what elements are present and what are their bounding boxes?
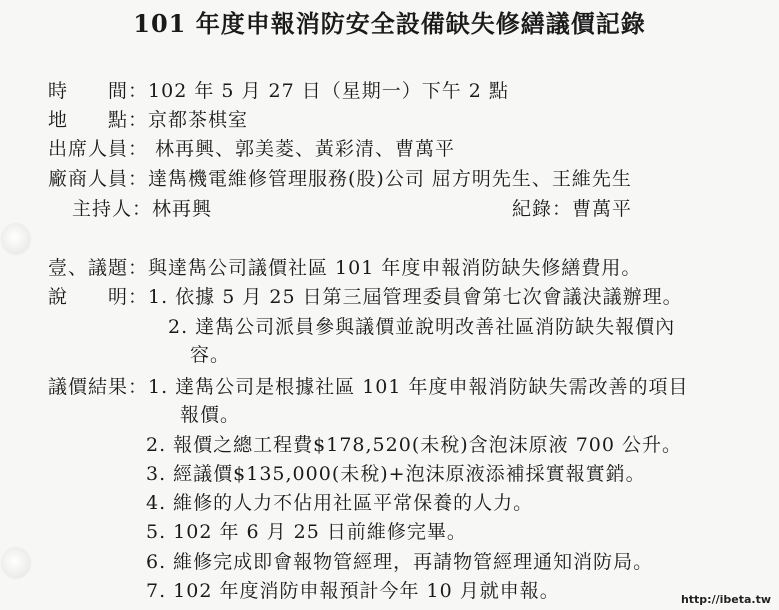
recorder-label: 紀錄： — [512, 198, 573, 220]
host-label: 主持人： — [72, 198, 153, 220]
desc-row — [48, 282, 683, 309]
result-item: 2. 報價之總工程費$178,520(未稅)含泡沫原液 700 公升。 — [146, 434, 682, 456]
result-item: 4. 維修的人力不佔用社區平常保養的人力。 — [146, 492, 534, 514]
binder-hole — [2, 548, 30, 578]
host-row — [72, 194, 212, 221]
recorder-value: 曹萬平 — [572, 198, 633, 220]
desc-item: 1. 依據 5 月 25 日第三屆管理委員會第七次會議決議辦理。 — [148, 286, 683, 308]
time-label: 時 間： — [48, 80, 149, 102]
result-label: 議價結果： — [48, 376, 149, 398]
topic-row — [48, 253, 641, 280]
desc-item: 2. 達雋公司派員參與議價並說明改善社區消防缺失報價內 — [168, 316, 676, 338]
place-row — [48, 105, 248, 132]
host-value: 林再興 — [152, 198, 213, 220]
time-value: 102 年 5 月 27 日（星期一）下午 2 點 — [148, 80, 509, 102]
recorder-row — [512, 194, 632, 221]
result-item: 6. 維修完成即會報物管經理，再請物管經理通知消防局。 — [146, 551, 654, 573]
result-row — [48, 372, 689, 399]
result-item: 5. 102 年 6 月 25 日前維修完畢。 — [146, 521, 467, 543]
place-label: 地 點： — [48, 109, 149, 131]
vendor-label: 廠商人員： — [48, 168, 149, 190]
attendees-value: 林再興、郭美菱、黃彩清、曹萬平 — [148, 138, 456, 160]
binder-hole — [2, 224, 30, 254]
desc-item: 容。 — [190, 344, 231, 366]
result-item: 3. 經議價$135,000(未稅)+泡沫原液添補採實報實銷。 — [146, 463, 646, 485]
time-row — [48, 76, 509, 103]
result-item: 7. 102 年度消防申報預計今年 10 月就申報。 — [146, 580, 560, 602]
vendor-row — [48, 164, 632, 191]
result-item: 1. 達雋公司是根據社區 101 年度申報消防缺失需改善的項目 — [148, 376, 689, 398]
attendees-label: 出席人員： — [48, 138, 149, 160]
vendor-value: 達雋機電維修管理服務(股)公司 屈方明先生、王維先生 — [148, 168, 632, 190]
topic-value: 與達雋公司議價社區 101 年度申報消防缺失修繕費用。 — [148, 257, 642, 279]
attendees-row — [48, 134, 455, 161]
place-value: 京都茶棋室 — [148, 109, 249, 131]
topic-label: 壹、議題： — [48, 257, 149, 279]
page-title: 101 年度申報消防安全設備缺失修繕議價記錄 — [133, 9, 646, 38]
desc-label: 說 明： — [48, 286, 149, 308]
result-item: 報價。 — [180, 404, 241, 426]
watermark: http://ibeta.tw — [680, 593, 771, 606]
